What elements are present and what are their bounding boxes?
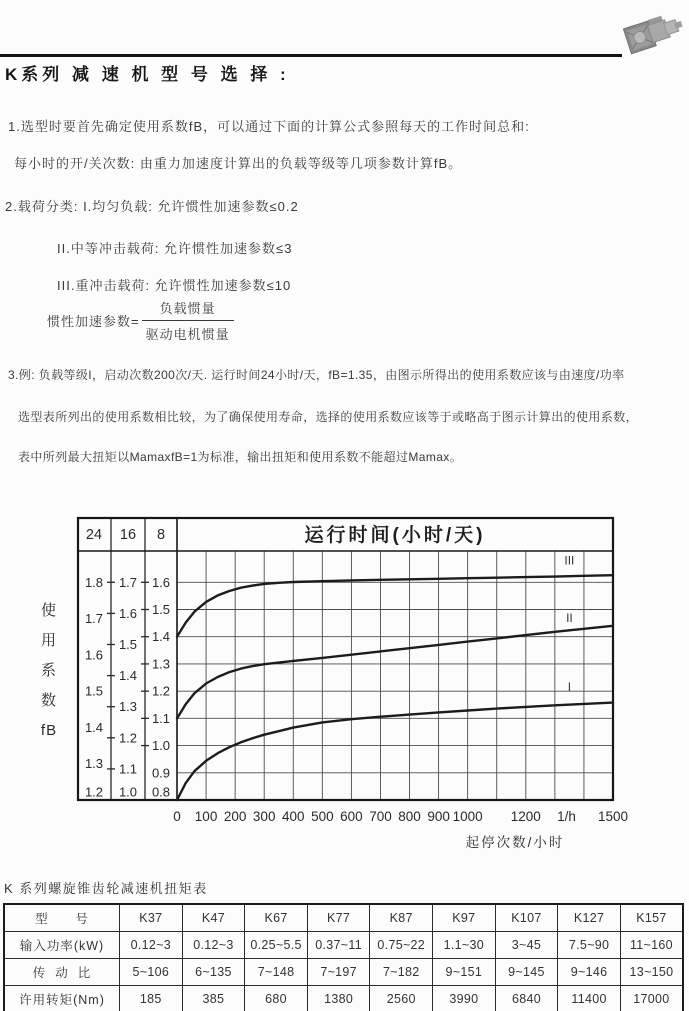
table-cell: 6~135 [182, 959, 245, 986]
svg-text:1.5: 1.5 [118, 636, 138, 652]
table-row-ratio [4, 959, 683, 986]
svg-text:1200: 1200 [510, 809, 541, 824]
table-cell: 5~106 [120, 959, 183, 986]
svg-text:III: III [564, 553, 575, 568]
svg-text:起停次数/小时: 起停次数/小时 [465, 835, 565, 850]
torque-table [3, 903, 684, 1011]
svg-text:I: I [567, 680, 572, 695]
svg-text:8: 8 [156, 527, 166, 543]
svg-text:1.1: 1.1 [118, 761, 138, 777]
table-cell: 0.75~22 [370, 932, 433, 959]
svg-text:1.1: 1.1 [151, 710, 171, 726]
y-label-char: 使 [40, 602, 57, 619]
svg-text:0.8: 0.8 [151, 784, 171, 800]
svg-text:0: 0 [173, 809, 181, 824]
row-label: 许用转矩(Nm) [4, 986, 120, 1011]
table-cell: K67 [245, 904, 308, 932]
row-label: 型 号 [4, 904, 120, 932]
svg-text:1.7: 1.7 [118, 574, 138, 590]
svg-text:900: 900 [427, 809, 450, 824]
table-cell: 680 [245, 986, 308, 1011]
top-rule [0, 54, 622, 57]
svg-text:1.7: 1.7 [84, 611, 104, 627]
y-label-char: 用 [40, 632, 57, 649]
table-cell: 7~197 [307, 959, 370, 986]
table-cell: 2560 [370, 986, 433, 1011]
table-cell: 17000 [620, 986, 683, 1011]
svg-text:II: II [566, 610, 573, 625]
svg-text:300: 300 [252, 809, 276, 824]
svg-text:24: 24 [85, 527, 103, 543]
svg-text:1.5: 1.5 [84, 683, 104, 699]
svg-text:1.0: 1.0 [151, 738, 171, 754]
svg-text:600: 600 [340, 809, 363, 824]
svg-text:1.3: 1.3 [151, 656, 171, 672]
table-cell: 1380 [307, 986, 370, 1011]
paragraph-example-line3: 表中所列最大扭矩以MamaxfB=1为标准，输出扭矩和使用系数不能超过Mamax。 [18, 450, 463, 464]
page-title: K系列 减 速 机 型 号 选 择 : [5, 65, 290, 84]
table-cell: K97 [433, 904, 496, 932]
table-cell: 7.5~90 [558, 932, 621, 959]
table-cell: 1.1~30 [433, 932, 496, 959]
table-cell: 0.12~3 [182, 932, 245, 959]
paragraph-load-class-1: 2.载荷分类: I.均匀负载: 允许惯性加速参数≤0.2 [5, 199, 299, 214]
y-label-char: 数 [40, 692, 57, 709]
svg-text:1/h: 1/h [557, 809, 576, 824]
svg-text:1.4: 1.4 [84, 719, 104, 735]
table-cell: 7~148 [245, 959, 308, 986]
y-label-char: fB [40, 722, 58, 739]
paragraph-example-line1: 3.例: 负载等级I，启动次数200次/天. 运行时间24小时/天，fB=1.35，由图示所得出的使用系数应该与由速度/功率 [8, 368, 625, 382]
table-cell: 385 [182, 986, 245, 1011]
table-cell: 9~145 [495, 959, 558, 986]
table-cell: 9~146 [558, 959, 621, 986]
table-cell: 7~182 [370, 959, 433, 986]
table-cell: 0.12~3 [120, 932, 183, 959]
table-cell: 185 [120, 986, 183, 1011]
svg-text:1.4: 1.4 [118, 668, 138, 684]
svg-text:1.3: 1.3 [118, 699, 138, 715]
svg-text:运行时间(小时/天): 运行时间(小时/天) [304, 525, 486, 546]
svg-text:200: 200 [223, 809, 247, 824]
paragraph-example-line2: 选型表所列出的使用系数相比较，为了确保使用寿命，选择的使用系数应该等于或略高于图示计算出的使用系数， [18, 410, 639, 424]
paragraph-step1-cont: 每小时的开/关次数: 由重力加速度计算出的负载等级等几项参数计算fB。 [14, 156, 463, 171]
svg-text:1.2: 1.2 [84, 784, 104, 800]
svg-text:1.3: 1.3 [84, 756, 104, 772]
torque-table-title: K 系列螺旋锥齿轮减速机扭矩表 [4, 881, 208, 896]
fraction-numerator: 负载惯量 [142, 298, 234, 321]
table-cell: 13~150 [620, 959, 683, 986]
fraction-denominator: 驱动电机惯量 [145, 327, 230, 342]
table-cell: 11~160 [620, 932, 683, 959]
table-cell: 6840 [495, 986, 558, 1011]
svg-text:1.2: 1.2 [118, 730, 138, 746]
paragraph-load-class-3: III.重冲击载荷: 允许惯性加速参数≤10 [57, 278, 292, 293]
svg-text:1.6: 1.6 [151, 574, 171, 590]
gearbox-product-photo [612, 3, 688, 58]
table-cell: K37 [120, 904, 183, 932]
table-row-model [4, 904, 683, 932]
svg-text:100: 100 [194, 809, 218, 824]
paragraph-step1: 1.选型时要首先确定使用系数fB，可以通过下面的计算公式参照每天的工作时间总和: [8, 119, 530, 134]
table-cell: 0.37~11 [307, 932, 370, 959]
svg-text:1.6: 1.6 [118, 605, 138, 621]
svg-text:1.2: 1.2 [151, 683, 171, 699]
table-row-torque [4, 986, 683, 1011]
svg-text:1.0: 1.0 [118, 784, 138, 800]
table-cell: 11400 [558, 986, 621, 1011]
svg-text:800: 800 [398, 809, 421, 824]
svg-text:16: 16 [119, 527, 137, 543]
fb-usage-factor-chart [0, 498, 689, 858]
table-cell: K87 [370, 904, 433, 932]
table-cell: K77 [307, 904, 370, 932]
svg-text:1000: 1000 [452, 809, 483, 824]
formula-lhs: 惯性加速参数= [47, 314, 140, 329]
table-cell: K157 [620, 904, 683, 932]
svg-text:1500: 1500 [597, 809, 629, 824]
y-label-char: 系 [40, 662, 57, 679]
row-label: 传 动 比 [4, 959, 120, 986]
svg-text:1.8: 1.8 [84, 574, 104, 590]
svg-text:700: 700 [369, 809, 392, 824]
table-cell: 3~45 [495, 932, 558, 959]
table-cell: 3990 [433, 986, 496, 1011]
table-cell: 9~151 [433, 959, 496, 986]
table-cell: K127 [558, 904, 621, 932]
svg-text:500: 500 [311, 809, 334, 824]
table-row-input-power [4, 932, 683, 959]
table-cell: 0.25~5.5 [245, 932, 308, 959]
paragraph-load-class-2: II.中等冲击载荷: 允许惯性加速参数≤3 [57, 241, 293, 256]
formula-fraction [142, 298, 234, 343]
svg-text:400: 400 [282, 809, 305, 824]
inertia-acceleration-formula [47, 298, 234, 343]
table-cell: K107 [495, 904, 558, 932]
svg-text:1.5: 1.5 [151, 602, 171, 618]
svg-text:0.9: 0.9 [151, 765, 171, 781]
row-label: 输入功率(kW) [4, 932, 120, 959]
table-cell: K47 [182, 904, 245, 932]
svg-text:1.4: 1.4 [151, 629, 171, 645]
svg-text:1.6: 1.6 [84, 647, 104, 663]
